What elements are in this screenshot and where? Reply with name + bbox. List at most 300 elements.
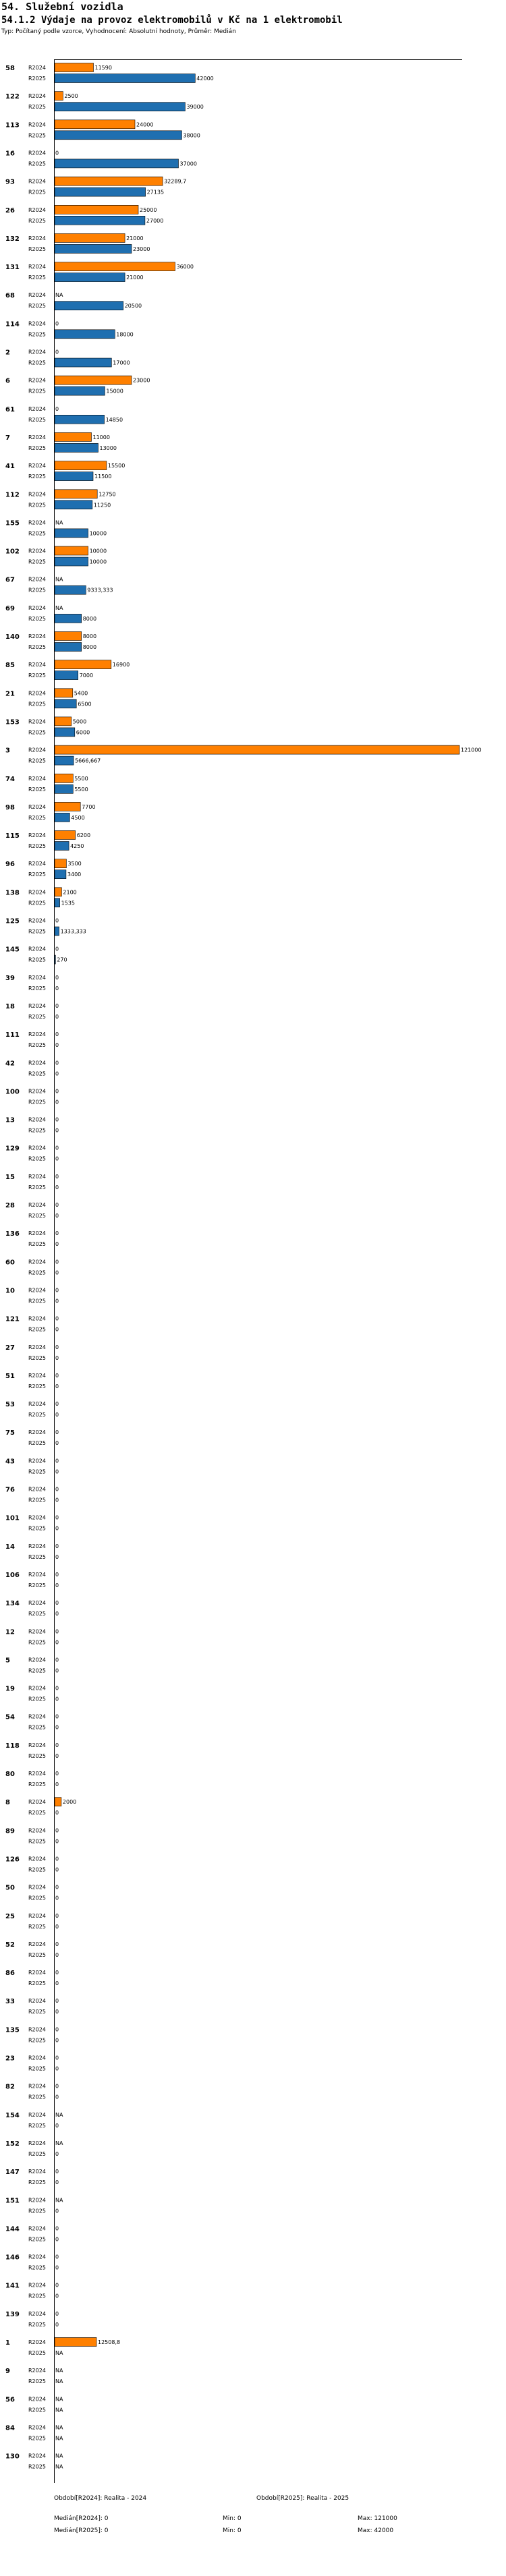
value-label-152-R2025: 0 — [55, 2150, 59, 2157]
bar-115-R2024 — [55, 831, 76, 840]
bar-21-R2025 — [55, 699, 76, 708]
value-label-68-R2024: NA — [55, 292, 63, 299]
group-label-98: 98 — [5, 803, 15, 811]
value-label-5-R2025: 0 — [55, 1667, 59, 1674]
value-label-98-R2024: 7700 — [82, 803, 96, 810]
value-label-75-R2024: 0 — [55, 1429, 59, 1436]
group-label-146: 146 — [5, 2254, 20, 2262]
value-label-147-R2024: 0 — [55, 2169, 59, 2175]
period-2025-label: Období[R2025]: Realita - 2025 — [256, 2495, 349, 2502]
bar-102-R2025 — [55, 557, 88, 566]
value-label-43-R2024: 0 — [55, 1458, 59, 1464]
series-label-122-R2024: R2024 — [28, 93, 46, 100]
series-label-7-R2024: R2024 — [28, 434, 46, 440]
value-label-144-R2024: 0 — [55, 2225, 59, 2232]
series-label-130-R2024: R2024 — [28, 2453, 46, 2459]
value-label-126-R2025: 0 — [55, 1866, 59, 1873]
group-label-39: 39 — [5, 974, 15, 982]
series-label-53-R2025: R2025 — [28, 1412, 46, 1418]
value-label-101-R2025: 0 — [55, 1525, 59, 1532]
value-label-147-R2025: 0 — [55, 2179, 59, 2186]
bar-153-R2025 — [55, 728, 75, 737]
value-label-19-R2025: 0 — [55, 1696, 59, 1702]
bar-112-R2024 — [55, 490, 97, 498]
group-label-19: 19 — [5, 1685, 15, 1693]
value-label-5-R2024: 0 — [55, 1657, 59, 1663]
group-label-125: 125 — [5, 917, 20, 925]
group-label-69: 69 — [5, 604, 15, 612]
value-label-28-R2025: 0 — [55, 1213, 59, 1219]
series-label-141-R2024: R2024 — [28, 2282, 46, 2289]
series-label-74-R2025: R2025 — [28, 786, 46, 793]
group-label-41: 41 — [5, 463, 15, 471]
series-label-145-R2024: R2024 — [28, 946, 46, 952]
series-label-125-R2025: R2025 — [28, 928, 46, 935]
series-label-67-R2024: R2024 — [28, 576, 46, 583]
value-label-85-R2025: 7000 — [79, 672, 94, 679]
series-label-16-R2024: R2024 — [28, 150, 46, 156]
bar-125-R2025 — [55, 927, 59, 936]
group-label-43: 43 — [5, 1458, 15, 1466]
value-label-21-R2025: 6500 — [78, 701, 92, 708]
value-label-132-R2024: 21000 — [126, 235, 144, 241]
series-label-53-R2024: R2024 — [28, 1401, 46, 1407]
bar-102-R2024 — [55, 546, 88, 555]
value-label-14-R2024: 0 — [55, 1543, 59, 1549]
value-label-122-R2024: 2500 — [64, 93, 78, 100]
series-label-58-R2025: R2025 — [28, 76, 46, 82]
group-label-153: 153 — [5, 718, 20, 726]
value-label-8-R2025: 0 — [55, 1810, 59, 1816]
value-label-86-R2024: 0 — [55, 1970, 59, 1976]
group-label-42: 42 — [5, 1060, 15, 1068]
group-label-16: 16 — [5, 150, 15, 158]
value-label-144-R2025: 0 — [55, 2236, 59, 2243]
value-label-15-R2025: 0 — [55, 1184, 59, 1191]
group-label-141: 141 — [5, 2282, 20, 2290]
median-2025-label: Medián[R2025]: 0 — [54, 2527, 109, 2534]
median-2024-label: Medián[R2024]: 0 — [54, 2515, 109, 2522]
group-label-53: 53 — [5, 1401, 15, 1408]
series-label-16-R2025: R2025 — [28, 161, 46, 167]
series-label-115-R2025: R2025 — [28, 843, 46, 849]
series-label-134-R2025: R2025 — [28, 1611, 46, 1618]
value-label-54-R2025: 0 — [55, 1724, 59, 1731]
bar-93-R2025 — [55, 188, 146, 196]
value-label-85-R2024: 16900 — [112, 662, 130, 668]
value-label-126-R2024: 0 — [55, 1856, 59, 1862]
group-label-129: 129 — [5, 1145, 20, 1153]
value-label-154-R2024: NA — [55, 2111, 63, 2118]
group-label-140: 140 — [5, 633, 20, 641]
value-label-74-R2025: 5500 — [74, 786, 88, 793]
value-label-43-R2025: 0 — [55, 1468, 59, 1475]
value-label-138-R2024: 2100 — [63, 889, 77, 896]
group-label-132: 132 — [5, 235, 20, 243]
value-label-23-R2025: 0 — [55, 2065, 59, 2072]
group-label-61: 61 — [5, 405, 15, 413]
group-label-50: 50 — [5, 1884, 15, 1892]
value-label-113-R2025: 38000 — [183, 132, 200, 139]
series-label-96-R2024: R2024 — [28, 861, 46, 867]
value-label-10-R2025: 0 — [55, 1298, 59, 1305]
value-label-51-R2025: 0 — [55, 1383, 59, 1390]
bar-7-R2025 — [55, 443, 99, 452]
series-label-111-R2025: R2025 — [28, 1042, 46, 1049]
group-label-60: 60 — [5, 1259, 15, 1267]
series-label-93-R2024: R2024 — [28, 178, 46, 185]
series-label-1-R2025: R2025 — [28, 2350, 46, 2356]
value-label-26-R2024: 25000 — [140, 206, 157, 213]
series-label-52-R2025: R2025 — [28, 1951, 46, 1958]
value-label-25-R2025: 0 — [55, 1923, 59, 1930]
group-label-111: 111 — [5, 1031, 20, 1039]
series-label-26-R2025: R2025 — [28, 217, 46, 224]
value-label-151-R2024: NA — [55, 2197, 63, 2204]
bar-61-R2025 — [55, 415, 105, 424]
series-label-101-R2024: R2024 — [28, 1514, 46, 1521]
bar-98-R2025 — [55, 813, 69, 822]
value-label-50-R2024: 0 — [55, 1884, 59, 1891]
bar-3-R2025 — [55, 756, 74, 765]
group-label-13: 13 — [5, 1116, 15, 1124]
series-label-98-R2025: R2025 — [28, 814, 46, 821]
value-label-140-R2025: 8000 — [82, 644, 97, 650]
value-label-89-R2025: 0 — [55, 1838, 59, 1845]
bar-131-R2025 — [55, 273, 125, 282]
series-label-8-R2025: R2025 — [28, 1810, 46, 1816]
chart-title: 54.1.2 Výdaje na provoz elektromobilů v Kč na 1 elektromobil — [1, 15, 343, 26]
group-label-26: 26 — [5, 206, 15, 214]
value-label-10-R2024: 0 — [55, 1287, 59, 1294]
series-label-132-R2024: R2024 — [28, 235, 46, 241]
value-label-141-R2024: 0 — [55, 2282, 59, 2289]
group-label-28: 28 — [5, 1202, 15, 1209]
series-label-69-R2025: R2025 — [28, 615, 46, 622]
bar-114-R2025 — [55, 330, 115, 339]
series-label-152-R2025: R2025 — [28, 2150, 46, 2157]
series-label-144-R2025: R2025 — [28, 2236, 46, 2243]
series-label-60-R2024: R2024 — [28, 1259, 46, 1265]
bar-58-R2024 — [55, 63, 94, 72]
value-label-139-R2024: 0 — [55, 2310, 59, 2317]
value-label-42-R2024: 0 — [55, 1060, 59, 1066]
series-label-15-R2024: R2024 — [28, 1173, 46, 1180]
group-label-131: 131 — [5, 264, 20, 272]
group-label-15: 15 — [5, 1173, 15, 1181]
series-label-12-R2025: R2025 — [28, 1639, 46, 1646]
series-label-132-R2025: R2025 — [28, 246, 46, 252]
series-label-130-R2025: R2025 — [28, 2463, 46, 2470]
value-label-145-R2025: 270 — [57, 956, 67, 963]
value-label-112-R2025: 11250 — [93, 502, 111, 509]
value-label-155-R2025: 10000 — [89, 530, 107, 537]
value-label-58-R2025: 42000 — [196, 76, 214, 82]
series-label-19-R2024: R2024 — [28, 1685, 46, 1692]
group-label-21: 21 — [5, 690, 15, 698]
series-label-154-R2025: R2025 — [28, 2122, 46, 2129]
group-label-122: 122 — [5, 93, 20, 101]
group-label-85: 85 — [5, 662, 15, 670]
value-label-1-R2024: 12508,8 — [98, 2339, 121, 2345]
series-label-23-R2025: R2025 — [28, 2065, 46, 2072]
bar-67-R2025 — [55, 585, 86, 594]
series-label-82-R2025: R2025 — [28, 2094, 46, 2100]
bar-115-R2025 — [55, 842, 69, 851]
value-label-93-R2024: 32289,7 — [164, 178, 187, 185]
period-2024-label: Období[R2024]: Realita - 2024 — [54, 2495, 147, 2502]
series-label-113-R2024: R2024 — [28, 121, 46, 128]
value-label-41-R2025: 11500 — [94, 474, 112, 480]
series-label-41-R2024: R2024 — [28, 463, 46, 469]
value-label-111-R2025: 0 — [55, 1042, 59, 1049]
group-label-155: 155 — [5, 519, 20, 527]
value-label-23-R2024: 0 — [55, 2055, 59, 2061]
value-label-114-R2024: 0 — [55, 320, 59, 327]
series-label-1-R2024: R2024 — [28, 2339, 46, 2345]
bar-93-R2024 — [55, 177, 163, 185]
value-label-80-R2025: 0 — [55, 1781, 59, 1787]
value-label-69-R2025: 8000 — [82, 615, 97, 622]
group-label-51: 51 — [5, 1372, 15, 1380]
value-label-136-R2024: 0 — [55, 1230, 59, 1237]
series-label-15-R2025: R2025 — [28, 1184, 46, 1191]
series-label-145-R2025: R2025 — [28, 956, 46, 963]
bar-8-R2024 — [55, 1798, 61, 1806]
series-label-18-R2025: R2025 — [28, 1014, 46, 1020]
series-label-58-R2024: R2024 — [28, 65, 46, 71]
value-label-80-R2024: 0 — [55, 1771, 59, 1777]
series-label-136-R2025: R2025 — [28, 1241, 46, 1248]
bar-122-R2024 — [55, 92, 63, 101]
group-label-154: 154 — [5, 2111, 20, 2119]
series-label-122-R2025: R2025 — [28, 104, 46, 111]
group-label-121: 121 — [5, 1315, 20, 1323]
value-label-121-R2024: 0 — [55, 1315, 59, 1322]
value-label-96-R2025: 3400 — [67, 871, 82, 878]
group-label-113: 113 — [5, 121, 20, 130]
series-label-42-R2025: R2025 — [28, 1070, 46, 1077]
series-label-50-R2024: R2024 — [28, 1884, 46, 1891]
value-label-131-R2024: 36000 — [176, 264, 194, 270]
value-label-15-R2024: 0 — [55, 1173, 59, 1180]
series-label-146-R2025: R2025 — [28, 2264, 46, 2271]
series-label-25-R2024: R2024 — [28, 1912, 46, 1919]
series-label-3-R2024: R2024 — [28, 747, 46, 753]
group-label-8: 8 — [5, 1799, 10, 1807]
series-label-28-R2025: R2025 — [28, 1213, 46, 1219]
value-label-118-R2024: 0 — [55, 1742, 59, 1748]
bar-69-R2025 — [55, 614, 82, 623]
series-label-112-R2024: R2024 — [28, 491, 46, 498]
value-label-56-R2025: NA — [55, 2407, 63, 2413]
bar-155-R2025 — [55, 529, 88, 538]
value-label-60-R2024: 0 — [55, 1259, 59, 1265]
value-label-75-R2025: 0 — [55, 1440, 59, 1447]
bar-98-R2024 — [55, 802, 80, 811]
value-label-61-R2024: 0 — [55, 405, 59, 412]
series-label-89-R2025: R2025 — [28, 1838, 46, 1845]
value-label-16-R2024: 0 — [55, 150, 59, 156]
value-label-28-R2024: 0 — [55, 1202, 59, 1208]
value-label-135-R2024: 0 — [55, 2026, 59, 2033]
group-label-82: 82 — [5, 2083, 15, 2091]
bar-58-R2025 — [55, 74, 195, 83]
value-label-136-R2025: 0 — [55, 1241, 59, 1248]
value-label-6-R2025: 15000 — [106, 388, 123, 395]
series-label-121-R2024: R2024 — [28, 1315, 46, 1322]
series-label-42-R2024: R2024 — [28, 1060, 46, 1066]
series-label-85-R2025: R2025 — [28, 672, 46, 679]
value-label-138-R2025: 1535 — [61, 900, 75, 907]
value-label-106-R2025: 0 — [55, 1582, 59, 1588]
series-label-86-R2025: R2025 — [28, 1980, 46, 1986]
bar-68-R2025 — [55, 302, 123, 310]
value-label-27-R2025: 0 — [55, 1354, 59, 1361]
value-label-112-R2024: 12750 — [99, 491, 116, 498]
series-label-129-R2024: R2024 — [28, 1145, 46, 1151]
value-label-139-R2025: 0 — [55, 2321, 59, 2328]
value-label-2-R2025: 17000 — [113, 360, 130, 366]
bar-132-R2025 — [55, 244, 132, 253]
value-label-9-R2025: NA — [55, 2378, 63, 2385]
group-label-3: 3 — [5, 747, 10, 755]
value-label-122-R2025: 39000 — [186, 104, 204, 111]
value-label-100-R2024: 0 — [55, 1088, 59, 1095]
group-label-2: 2 — [5, 349, 10, 357]
series-label-152-R2024: R2024 — [28, 2140, 46, 2146]
series-label-10-R2025: R2025 — [28, 1298, 46, 1305]
series-label-41-R2025: R2025 — [28, 474, 46, 480]
value-label-67-R2024: NA — [55, 576, 63, 583]
series-label-126-R2024: R2024 — [28, 1856, 46, 1862]
value-label-151-R2025: 0 — [55, 2208, 59, 2214]
value-label-140-R2024: 8000 — [82, 633, 97, 639]
value-label-93-R2025: 27135 — [146, 189, 165, 196]
series-label-56-R2024: R2024 — [28, 2396, 46, 2403]
series-label-86-R2024: R2024 — [28, 1970, 46, 1976]
series-label-151-R2025: R2025 — [28, 2208, 46, 2214]
value-label-58-R2024: 11590 — [94, 65, 112, 71]
value-label-82-R2025: 0 — [55, 2094, 59, 2100]
value-label-152-R2024: NA — [55, 2140, 63, 2146]
group-label-5: 5 — [5, 1657, 10, 1665]
value-label-7-R2025: 13000 — [99, 445, 117, 451]
series-label-125-R2024: R2024 — [28, 917, 46, 924]
series-label-111-R2024: R2024 — [28, 1031, 46, 1038]
value-label-121-R2025: 0 — [55, 1326, 59, 1333]
series-label-144-R2024: R2024 — [28, 2225, 46, 2232]
series-label-80-R2025: R2025 — [28, 1781, 46, 1787]
series-label-68-R2025: R2025 — [28, 303, 46, 310]
value-label-145-R2024: 0 — [55, 946, 59, 952]
value-label-14-R2025: 0 — [55, 1553, 59, 1560]
series-label-135-R2024: R2024 — [28, 2026, 46, 2033]
value-label-52-R2025: 0 — [55, 1951, 59, 1958]
group-label-115: 115 — [5, 832, 20, 840]
value-label-41-R2024: 15500 — [107, 463, 125, 469]
series-label-25-R2025: R2025 — [28, 1923, 46, 1930]
series-label-27-R2025: R2025 — [28, 1354, 46, 1361]
value-label-13-R2025: 0 — [55, 1127, 59, 1134]
value-label-56-R2024: NA — [55, 2396, 63, 2403]
value-label-153-R2025: 6000 — [76, 729, 90, 736]
value-label-129-R2025: 0 — [55, 1155, 59, 1162]
value-label-118-R2025: 0 — [55, 1752, 59, 1759]
series-label-139-R2025: R2025 — [28, 2321, 46, 2328]
value-label-33-R2025: 0 — [55, 2009, 59, 2015]
value-label-153-R2024: 5000 — [72, 718, 87, 725]
series-label-134-R2024: R2024 — [28, 1600, 46, 1607]
series-label-9-R2024: R2024 — [28, 2368, 46, 2374]
series-label-33-R2025: R2025 — [28, 2009, 46, 2015]
bar-85-R2025 — [55, 671, 78, 680]
series-label-138-R2024: R2024 — [28, 889, 46, 896]
series-label-76-R2024: R2024 — [28, 1486, 46, 1493]
group-label-138: 138 — [5, 889, 20, 897]
value-label-76-R2025: 0 — [55, 1497, 59, 1504]
series-label-61-R2025: R2025 — [28, 416, 46, 423]
series-label-118-R2024: R2024 — [28, 1742, 46, 1748]
bar-41-R2025 — [55, 472, 93, 481]
group-label-25: 25 — [5, 1912, 15, 1920]
series-label-67-R2025: R2025 — [28, 587, 46, 594]
series-label-121-R2025: R2025 — [28, 1326, 46, 1333]
series-label-84-R2025: R2025 — [28, 2435, 46, 2442]
value-label-26-R2025: 27000 — [146, 217, 164, 224]
series-label-28-R2024: R2024 — [28, 1202, 46, 1208]
series-label-147-R2024: R2024 — [28, 2169, 46, 2175]
value-label-18-R2024: 0 — [55, 1003, 59, 1009]
group-label-18: 18 — [5, 1003, 15, 1010]
series-label-9-R2025: R2025 — [28, 2378, 46, 2385]
value-label-19-R2024: 0 — [55, 1685, 59, 1692]
bar-74-R2024 — [55, 774, 73, 782]
value-label-89-R2024: 0 — [55, 1827, 59, 1834]
group-label-84: 84 — [5, 2424, 15, 2432]
series-label-115-R2024: R2024 — [28, 832, 46, 838]
value-label-84-R2024: NA — [55, 2424, 63, 2431]
group-label-76: 76 — [5, 1486, 15, 1494]
series-label-102-R2025: R2025 — [28, 559, 46, 565]
group-label-130: 130 — [5, 2453, 20, 2461]
series-label-138-R2025: R2025 — [28, 900, 46, 907]
bar-85-R2024 — [55, 660, 111, 669]
bar-chart — [0, 59, 506, 2483]
series-label-27-R2024: R2024 — [28, 1344, 46, 1350]
value-label-2-R2024: 0 — [55, 349, 59, 355]
max-2024-label: Max: 121000 — [358, 2515, 397, 2522]
bar-6-R2025 — [55, 387, 105, 395]
group-label-67: 67 — [5, 576, 15, 584]
series-label-136-R2024: R2024 — [28, 1230, 46, 1237]
group-label-114: 114 — [5, 320, 20, 328]
group-label-74: 74 — [5, 775, 15, 783]
group-label-80: 80 — [5, 1771, 15, 1778]
series-label-140-R2025: R2025 — [28, 644, 46, 650]
value-label-60-R2025: 0 — [55, 1269, 59, 1276]
group-label-86: 86 — [5, 1970, 15, 1977]
bar-41-R2024 — [55, 461, 107, 470]
group-label-1: 1 — [5, 2339, 10, 2347]
group-label-135: 135 — [5, 2026, 20, 2034]
value-label-25-R2024: 0 — [55, 1912, 59, 1919]
value-label-86-R2025: 0 — [55, 1980, 59, 1986]
value-label-12-R2024: 0 — [55, 1628, 59, 1635]
series-label-52-R2024: R2024 — [28, 1941, 46, 1947]
value-label-84-R2025: NA — [55, 2435, 63, 2442]
series-label-84-R2024: R2024 — [28, 2424, 46, 2431]
